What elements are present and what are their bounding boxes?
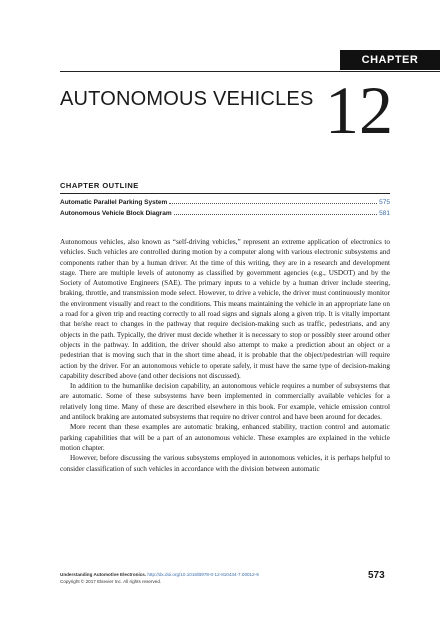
leader-dots (169, 198, 377, 204)
paragraph: Autonomous vehicles, also known as “self-driving vehicles,” represent an extreme application of electronics to vehicles. Such vehicles are controlled during motion by a computer along with various electronic subsystems and components rather than by a human driver. At the time of this writing, they are in a research and development stage. There are multiple levels of autonomy as classified by government agencies (e.g., USDOT) and by the Society of Automotive Engineers (SAE). The primary inputs to a vehicle by a human driver include steering, braking, throttle, and transmission mode select. However, to drive a vehicle, the driver must continuously monitor the environment visually and react to the conditions. This means maintaining the vehicle in an appropriate lane on a road for a given trip and reacting correctly to all road signs and signals along a given trip. It is vitally important that he/she react to changes in the pathway that require decision-making such as traffic, pedestrians, and any objects in the path. Typically, the driver must decide whether it is necessary to stop or possibly steer around other objects in the pathway. In addition, the driver should also attempt to make a prediction about an object or a pedestrian that is moving such that in the short time ahead, it is probable that the object/pedestrian will require action by the driver. For an autonomous vehicle to operate safely, it must have the same type of decision-making capability described above (and other decisions not discussed). (60, 238, 390, 380)
outline-item-title[interactable]: Automatic Parallel Parking System (60, 199, 168, 206)
footer-copyright: Copyright © 2017 Elsevier Inc. All rights reserved. (60, 579, 162, 584)
body-text (60, 237, 390, 474)
chapter-number: 12 (325, 72, 393, 148)
page-number: 573 (368, 570, 385, 581)
outline-item[interactable] (60, 198, 390, 209)
leader-dots (174, 209, 378, 215)
footer-book-title: Understanding Automotive Electronics. (60, 572, 147, 577)
outline-rule (60, 193, 390, 194)
outline-item-page[interactable]: 575 (379, 199, 390, 206)
chapter-label: CHAPTER (340, 50, 440, 70)
outline-item[interactable] (60, 209, 390, 220)
footer-citation (60, 571, 360, 585)
outline-heading: CHAPTER OUTLINE (60, 181, 139, 190)
outline-item-title[interactable]: Autonomous Vehicle Block Diagram (60, 210, 172, 217)
outline-item-page[interactable]: 581 (379, 210, 390, 217)
paragraph: However, before discussing the various subsystems employed in autonomous vehicles, it is perhaps helpful to consider classification of such vehicles in accordance with the division between automatic (60, 454, 390, 473)
outline-list (60, 198, 390, 220)
chapter-title: AUTONOMOUS VEHICLES (60, 88, 314, 110)
paragraph: More recent than these examples are automatic braking, enhanced stability, traction control and automatic parking capabilities that will be a part of an autonomous vehicle. These examples are explained in the vehicle motion chapter. (60, 423, 390, 452)
footer-doi-link[interactable]: http://dx.doi.org/10.1016/B978-0-12-810434-7.00012-9 (147, 572, 259, 577)
paragraph: In addition to the humanlike decision capability, an autonomous vehicle requires a number of subsystems that are automatic. Some of these subsystems have been implemented in commercially available vehicles for a relatively long time. Many of these are described elsewhere in this book. For example, vehicle emission control and antilock braking are automated subsystems that require no driver control and have been around for decades. (60, 382, 390, 422)
